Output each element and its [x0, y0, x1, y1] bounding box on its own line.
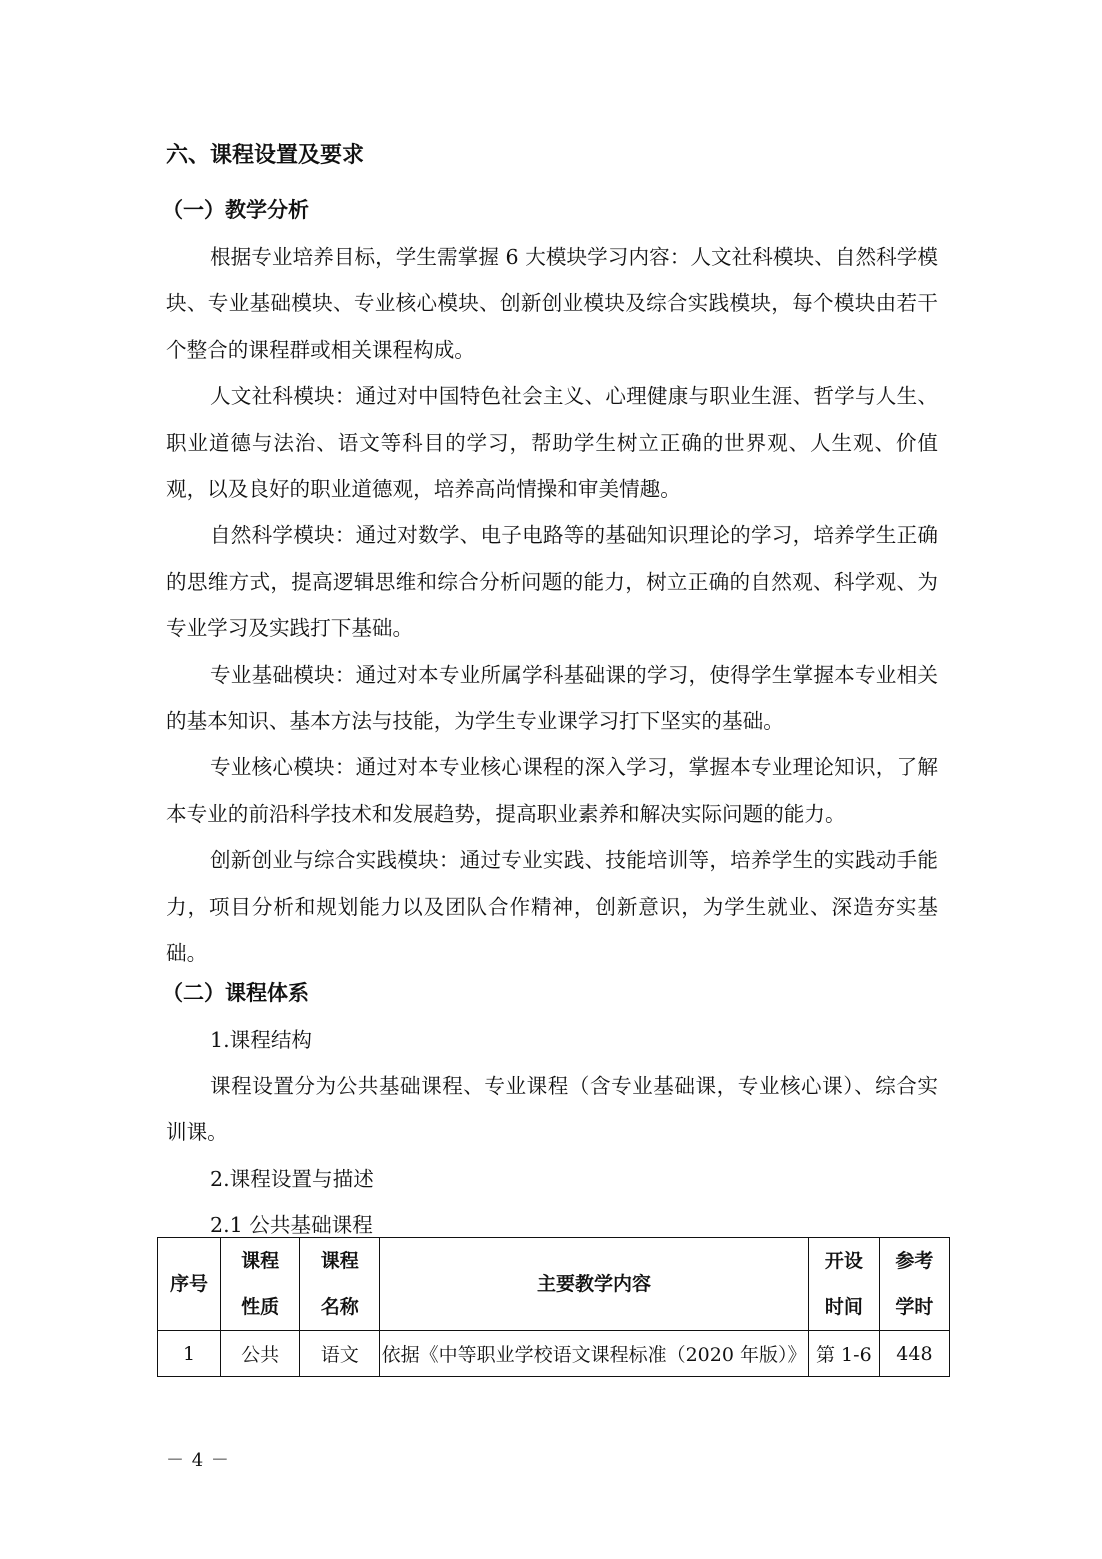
header-main-content: 主要教学内容	[380, 1238, 809, 1331]
header-seq: 序号	[158, 1238, 221, 1331]
header-course-type: 课程 性质	[221, 1238, 300, 1331]
cell-offer-time: 第 1-6	[808, 1331, 879, 1377]
cell-course-type: 公共	[221, 1331, 300, 1377]
paragraph-humanities-module: 人文社科模块：通过对中国特色社会主义、心理健康与职业生涯、哲学与人生、职业道德与法治、语文等科目的学习，帮助学生树立正确的世界观、人生观、价值观，以及良好的职业道德观，培养高尚情操和审美情趣。	[166, 384, 938, 502]
cell-course-name: 语文	[300, 1331, 380, 1377]
cell-reference-hours: 448	[879, 1331, 949, 1377]
page-number: － 4 －	[166, 1450, 230, 1471]
item-public-basic-courses: 2.1 公共基础课程	[210, 1213, 373, 1238]
paragraph-intro: 根据专业培养目标，学生需掌握 6 大模块学习内容：人文社科模块、自然科学模块、专业基础模块、专业核心模块、创新创业模块及综合实践模块，每个模块由若干个整合的课程群或相关课程构成。	[166, 245, 938, 362]
table-header-row	[158, 1238, 950, 1331]
header-reference-hours: 参考 学时	[879, 1238, 949, 1331]
paragraph-course-structure: 课程设置分为公共基础课程、专业课程（含专业基础课，专业核心课）、综合实训课。	[166, 1073, 938, 1145]
header-offer-time: 开设 时间	[808, 1238, 879, 1331]
paragraph-professional-basic-module: 专业基础模块：通过对本专业所属学科基础课的学习，使得学生掌握本专业相关的基本知识、基本方法与技能，为学生专业课学习打下坚实的基础。	[166, 662, 938, 734]
table-row	[158, 1331, 950, 1377]
course-table	[157, 1237, 950, 1377]
paragraph-natural-science-module: 自然科学模块：通过对数学、电子电路等的基础知识理论的学习，培养学生正确的思维方式，提高逻辑思维和综合分析问题的能力，树立正确的自然观、科学观、为专业学习及实践打下基础。	[166, 523, 938, 641]
section-heading-teaching-analysis: （一）教学分析	[162, 198, 309, 222]
cell-seq: 1	[158, 1331, 221, 1377]
section-heading-course-system: （二）课程体系	[162, 980, 309, 1005]
chapter-heading: 六、课程设置及要求	[166, 143, 365, 168]
paragraph-professional-core-module: 专业核心模块：通过对本专业核心课程的深入学习，掌握本专业理论知识，了解本专业的前沿科学技术和发展趋势，提高职业素养和解决实际问题的能力。	[166, 755, 938, 826]
item-course-structure: 1.课程结构	[210, 1027, 313, 1052]
item-course-setting: 2.课程设置与描述	[210, 1166, 374, 1191]
paragraph-innovation-practice-module: 创新创业与综合实践模块：通过专业实践、技能培训等，培养学生的实践动手能力，项目分析和规划能力以及团队合作精神，创新意识，为学生就业、深造夯实基础。	[166, 848, 938, 966]
document-body	[162, 140, 938, 1249]
cell-main-content: 依据《中等职业学校语文课程标准（2020 年版）》	[380, 1331, 809, 1377]
header-course-name: 课程 名称	[300, 1238, 380, 1331]
